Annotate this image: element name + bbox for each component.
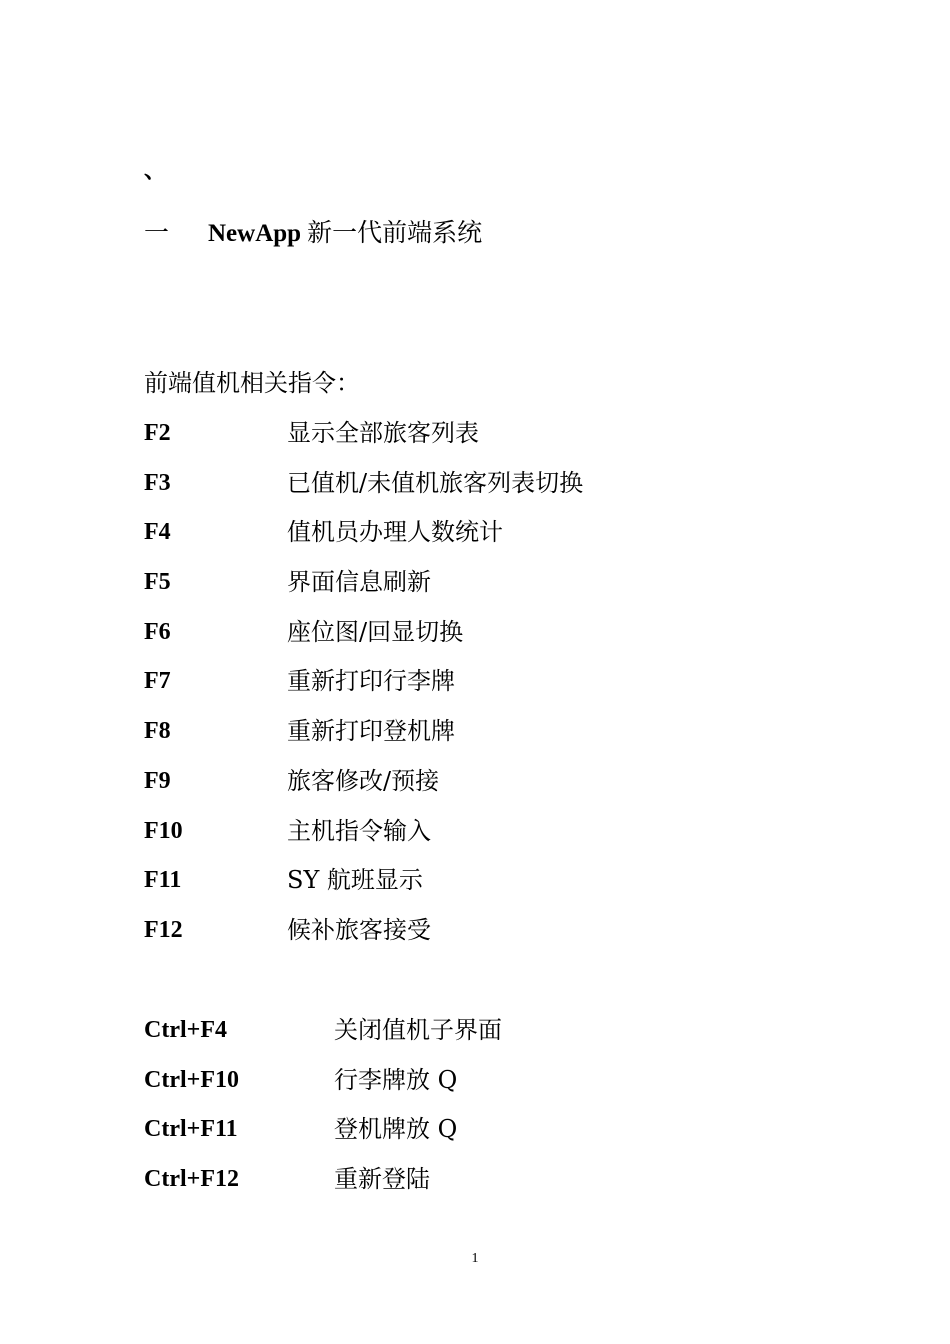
- list-item: [144, 1112, 502, 1162]
- section-title: 新一代前端系统: [307, 218, 483, 247]
- list-item: [144, 1162, 502, 1212]
- stray-mark: 、: [144, 158, 167, 184]
- shortcut-key: F6: [144, 618, 171, 645]
- list-item: [144, 515, 583, 565]
- shortcut-key: Ctrl+F4: [144, 1017, 227, 1043]
- shortcut-description: 座位图/回显切换: [287, 617, 464, 646]
- section-number: 一: [144, 218, 170, 247]
- shortcut-key: F5: [144, 569, 171, 596]
- shortcut-description: 旅客修改/预接: [287, 766, 440, 795]
- shortcut-description: 主机指令输入: [287, 816, 431, 845]
- shortcut-key: F11: [144, 867, 182, 894]
- shortcut-description: 已值机/未值机旅客列表切换: [287, 468, 584, 497]
- shortcut-key: Ctrl+F11: [144, 1116, 238, 1143]
- shortcut-key: F10: [144, 817, 183, 844]
- function-key-list: [144, 416, 583, 963]
- shortcut-key: F7: [144, 668, 171, 695]
- shortcut-key: Ctrl+F12: [144, 1166, 239, 1193]
- shortcut-description: 界面信息刷新: [287, 568, 431, 597]
- shortcut-description: 重新登陆: [334, 1165, 430, 1194]
- shortcut-key: F8: [144, 718, 171, 745]
- list-item: [144, 913, 583, 963]
- shortcut-description: 行李牌放 Q: [334, 1065, 458, 1094]
- list-item: [144, 714, 583, 764]
- list-item: [144, 814, 583, 864]
- intro-text: 前端值机相关指令：: [144, 369, 360, 397]
- list-item: [144, 863, 583, 913]
- section-heading: [144, 216, 482, 251]
- shortcut-description: 显示全部旅客列表: [287, 419, 479, 447]
- list-item: [144, 615, 583, 665]
- shortcut-key: Ctrl+F10: [144, 1066, 239, 1093]
- shortcut-description: 重新打印行李牌: [287, 667, 455, 696]
- list-item: [144, 466, 583, 516]
- page-number: 1: [471, 1251, 479, 1266]
- list-item: [144, 416, 583, 466]
- shortcut-key: F2: [144, 420, 171, 446]
- list-item: [144, 1063, 502, 1113]
- shortcut-description: 值机员办理人数统计: [287, 518, 503, 547]
- list-item: [144, 764, 583, 814]
- shortcut-key: F4: [144, 519, 171, 546]
- list-item: [144, 1013, 502, 1063]
- shortcut-description: 登机牌放 Q: [334, 1115, 458, 1144]
- shortcut-description: SY 航班显示: [287, 866, 423, 895]
- list-item: [144, 664, 583, 714]
- shortcut-key: F3: [144, 469, 171, 496]
- ctrl-key-list: [144, 1013, 502, 1212]
- shortcut-description: 关闭值机子界面: [334, 1016, 502, 1044]
- list-item: [144, 565, 583, 615]
- shortcut-key: F9: [144, 767, 171, 794]
- shortcut-key: F12: [144, 916, 183, 943]
- section-brand: NewApp: [208, 220, 302, 247]
- shortcut-description: 候补旅客接受: [287, 915, 431, 944]
- shortcut-description: 重新打印登机牌: [287, 717, 455, 746]
